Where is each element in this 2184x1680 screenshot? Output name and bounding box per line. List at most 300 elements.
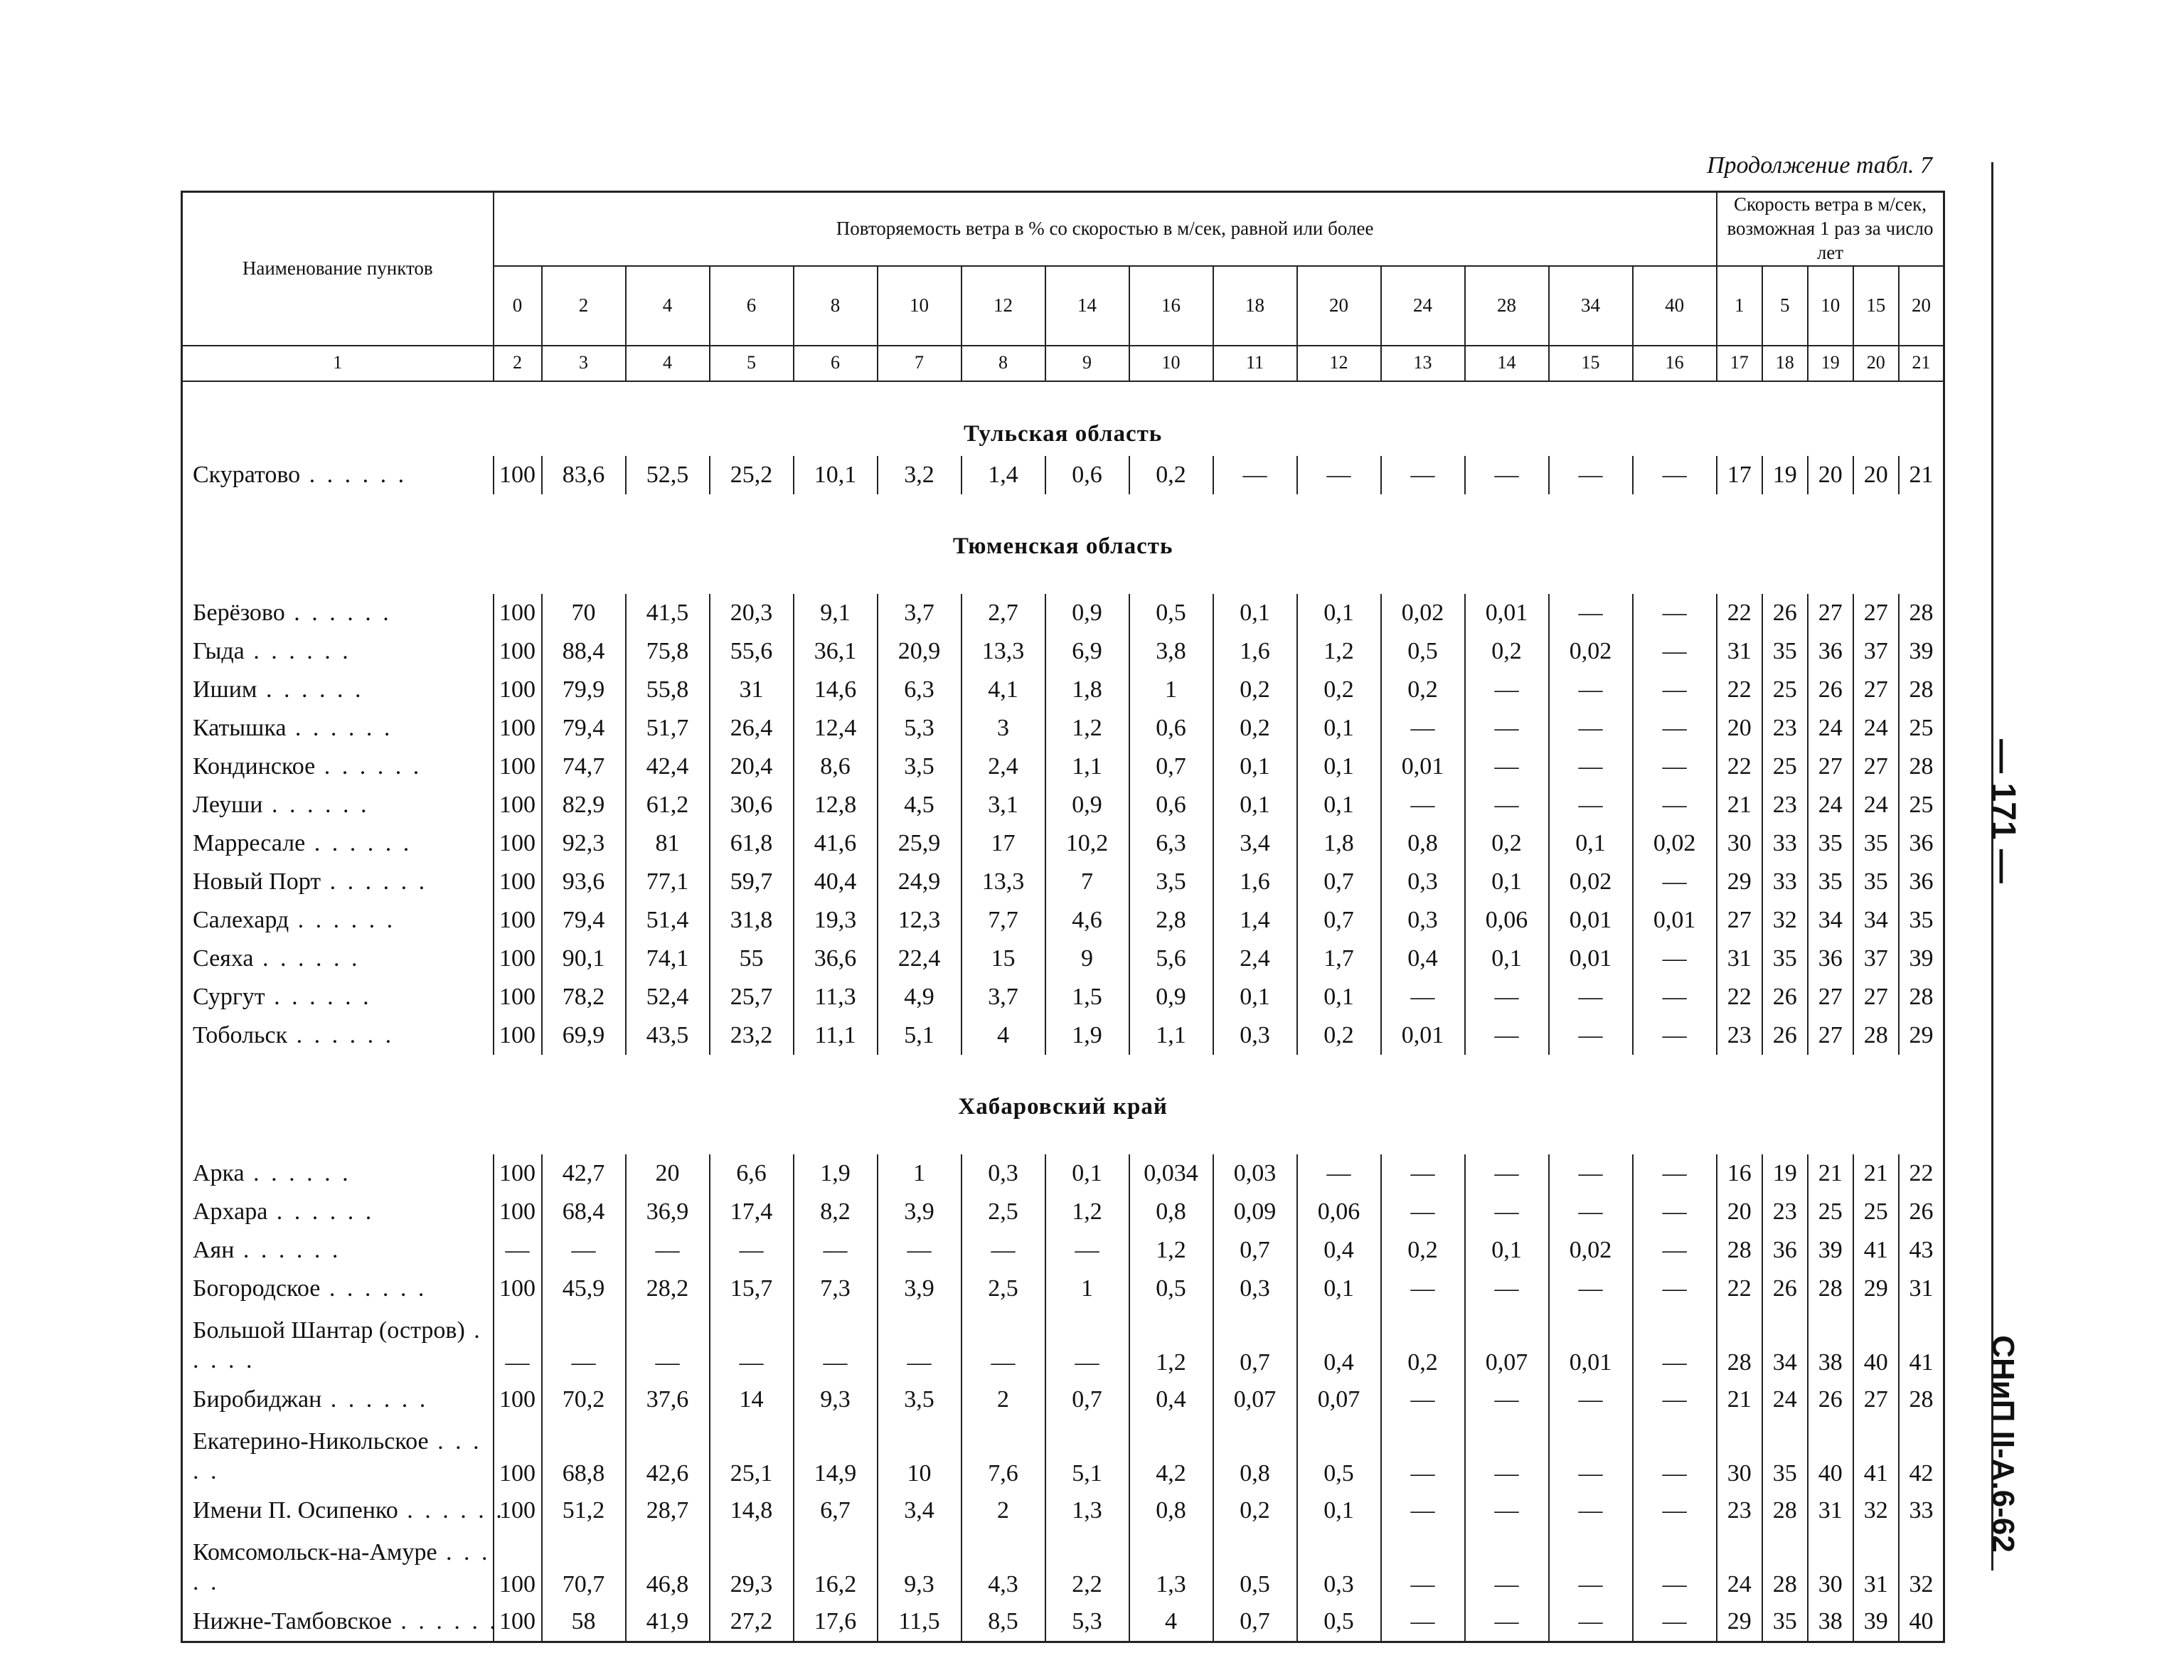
value-cell: 38	[1808, 1308, 1853, 1381]
value-cell: 16	[1717, 1154, 1762, 1193]
value-cell: 10,2	[1045, 824, 1129, 863]
station-name	[182, 1270, 494, 1308]
value-cell: 4,9	[878, 978, 962, 1016]
value-cell: 31	[1853, 1530, 1899, 1602]
station-name-text: Кондинское	[193, 753, 316, 780]
value-cell: —	[1465, 456, 1549, 494]
value-cell: 0,3	[1381, 901, 1465, 940]
value-cell: —	[1549, 594, 1633, 632]
value-cell: 100	[494, 1530, 542, 1602]
value-cell: 0,09	[1213, 1193, 1297, 1231]
value-cell: 20	[1717, 1193, 1762, 1231]
value-cell: 14,9	[794, 1419, 878, 1492]
leader-dots: . . . . . .	[244, 1159, 351, 1186]
wind-table	[181, 191, 1945, 1643]
value-cell: 20,3	[710, 594, 794, 632]
value-cell: 0,2	[1129, 456, 1213, 494]
value-cell: 37	[1853, 632, 1899, 671]
value-cell: 5,3	[1045, 1602, 1129, 1642]
value-cell: —	[710, 1308, 794, 1381]
value-cell: 100	[494, 1154, 542, 1193]
value-cell: 17,4	[710, 1193, 794, 1231]
station-name	[182, 456, 494, 494]
station-name	[182, 786, 494, 824]
value-cell: 22,4	[878, 940, 962, 978]
page-number: — 171 —	[1983, 738, 2022, 883]
header-speed-10: 20	[1297, 266, 1381, 346]
value-cell: 22	[1717, 671, 1762, 709]
value-cell: 35	[1853, 863, 1899, 901]
value-cell: 0,8	[1129, 1492, 1213, 1530]
value-cell: 79,4	[542, 709, 626, 748]
value-cell: —	[1381, 1154, 1465, 1193]
value-cell: 0,1	[1297, 978, 1381, 1016]
value-cell: 36,1	[794, 632, 878, 671]
value-cell: 20,9	[878, 632, 962, 671]
value-cell: —	[1633, 456, 1717, 494]
value-cell: 34	[1853, 901, 1899, 940]
station-name	[182, 1492, 505, 1530]
value-cell: 1,3	[1045, 1492, 1129, 1530]
value-cell: 14	[710, 1381, 794, 1419]
value-cell: 1,6	[1213, 632, 1297, 671]
value-cell: —	[1381, 1381, 1465, 1419]
value-cell: 0,034	[1129, 1154, 1213, 1193]
value-cell: 61,2	[626, 786, 710, 824]
value-cell: 36,6	[794, 940, 878, 978]
value-cell: 35	[1762, 940, 1808, 978]
value-cell: 41,9	[626, 1602, 710, 1642]
value-cell: 35	[1808, 863, 1853, 901]
value-cell: 31	[1899, 1270, 1944, 1308]
value-cell: —	[1549, 1419, 1633, 1492]
station-name	[182, 824, 494, 863]
value-cell: 25	[1762, 671, 1808, 709]
column-number-11: 11	[1213, 346, 1297, 381]
value-cell: 28	[1762, 1492, 1808, 1530]
header-speed-3: 6	[710, 266, 794, 346]
value-cell: —	[542, 1231, 626, 1270]
value-cell: 36	[1899, 863, 1944, 901]
value-cell: 17	[1717, 456, 1762, 494]
document-code: СНиП II-А.6-62	[1986, 1335, 2020, 1553]
value-cell: 100	[494, 1419, 542, 1492]
value-cell: 0,5	[1297, 1419, 1381, 1492]
value-cell: 0,1	[1297, 748, 1381, 786]
station-name	[182, 1231, 494, 1270]
value-cell: 42,7	[542, 1154, 626, 1193]
value-cell: 36	[1808, 940, 1853, 978]
value-cell: —	[1465, 1270, 1549, 1308]
value-cell: 13,3	[962, 863, 1045, 901]
header-speed-8: 16	[1129, 266, 1213, 346]
value-cell: 25,7	[710, 978, 794, 1016]
value-cell: 28	[1717, 1308, 1762, 1381]
value-cell: —	[1297, 456, 1381, 494]
value-cell: 0,1	[1297, 594, 1381, 632]
column-number-14: 14	[1465, 346, 1549, 381]
value-cell: 2	[962, 1381, 1045, 1419]
station-name-text: Берёзово	[193, 599, 285, 626]
value-cell: 20	[1853, 456, 1899, 494]
value-cell: 0,1	[1297, 1270, 1381, 1308]
column-number-16: 16	[1633, 346, 1717, 381]
column-number-12: 12	[1297, 346, 1381, 381]
value-cell: —	[1381, 456, 1465, 494]
header-speed-11: 24	[1381, 266, 1465, 346]
value-cell: 29	[1717, 863, 1762, 901]
value-cell: —	[1633, 940, 1717, 978]
value-cell: 27	[1717, 901, 1762, 940]
value-cell: 35	[1762, 632, 1808, 671]
section-title: Хабаровский край	[182, 1055, 1944, 1129]
leader-dots: . . . . . .	[321, 868, 428, 895]
section-header	[182, 381, 1944, 456]
value-cell: 0,03	[1213, 1154, 1297, 1193]
leader-dots: . . . . . .	[305, 829, 412, 856]
value-cell: 0,8	[1129, 1193, 1213, 1231]
station-name-text: Новый Порт	[193, 868, 321, 895]
value-cell: 0,7	[1297, 863, 1381, 901]
value-cell: 27	[1808, 1016, 1853, 1055]
station-name	[182, 901, 494, 940]
value-cell: —	[794, 1231, 878, 1270]
value-cell: 23	[1762, 786, 1808, 824]
value-cell: —	[1549, 1270, 1633, 1308]
value-cell: 27	[1808, 748, 1853, 786]
leader-dots: . . . . . .	[321, 1386, 429, 1413]
value-cell: 11,1	[794, 1016, 878, 1055]
value-cell: 0,07	[1465, 1308, 1549, 1381]
value-cell: 25,9	[878, 824, 962, 863]
value-cell: 37,6	[626, 1381, 710, 1419]
value-cell: 0,7	[1213, 1602, 1297, 1642]
value-cell: 15,7	[710, 1270, 794, 1308]
header-speed-1: 2	[542, 266, 626, 346]
value-cell: 35	[1899, 901, 1944, 940]
table-row	[182, 632, 1944, 671]
value-cell: 27	[1853, 978, 1899, 1016]
table-row	[182, 901, 1944, 940]
value-cell: 1,1	[1045, 748, 1129, 786]
value-cell: 78,2	[542, 978, 626, 1016]
station-name-text: Скуратово	[193, 461, 301, 488]
value-cell: 0,2	[1213, 1492, 1297, 1530]
value-cell: 30,6	[710, 786, 794, 824]
value-cell: 74,7	[542, 748, 626, 786]
value-cell: 3,9	[878, 1193, 962, 1231]
value-cell: 0,7	[1297, 901, 1381, 940]
station-name	[182, 940, 494, 978]
value-cell: 33	[1762, 863, 1808, 901]
column-number-3: 3	[542, 346, 626, 381]
value-cell: —	[1465, 786, 1549, 824]
value-cell: —	[1633, 748, 1717, 786]
value-cell: —	[1549, 1016, 1633, 1055]
header-max-speed: Скорость ветра в м/сек, возможная 1 раз за число лет	[1717, 192, 1944, 266]
value-cell: 81	[626, 824, 710, 863]
value-cell: —	[1381, 1530, 1465, 1602]
value-cell: 31	[1717, 940, 1762, 978]
value-cell: 42,4	[626, 748, 710, 786]
station-name-text: Имени П. Осипенко	[193, 1496, 398, 1524]
station-name	[182, 1419, 494, 1492]
value-cell: 0,2	[1465, 824, 1549, 863]
value-cell: 0,3	[1213, 1016, 1297, 1055]
value-cell: 7,6	[962, 1419, 1045, 1492]
value-cell: —	[710, 1231, 794, 1270]
value-cell: —	[1633, 1308, 1717, 1381]
value-cell: 51,4	[626, 901, 710, 940]
value-cell: 39	[1808, 1231, 1853, 1270]
value-cell: 0,5	[1381, 632, 1465, 671]
value-cell: 35	[1808, 824, 1853, 863]
value-cell: —	[1633, 709, 1717, 748]
value-cell: 3,8	[1129, 632, 1213, 671]
station-name-text: Арка	[193, 1159, 245, 1186]
value-cell: 3,4	[878, 1492, 962, 1530]
value-cell: —	[1549, 786, 1633, 824]
leader-dots: . . . . . .	[262, 791, 370, 818]
value-cell: —	[878, 1308, 962, 1381]
value-cell: 2,8	[1129, 901, 1213, 940]
value-cell: —	[1045, 1231, 1129, 1270]
value-cell: 32	[1762, 901, 1808, 940]
value-cell: 1,6	[1213, 863, 1297, 901]
value-cell: 27	[1853, 671, 1899, 709]
value-cell: 0,1	[1213, 748, 1297, 786]
table-row	[182, 824, 1944, 863]
value-cell: 22	[1717, 1270, 1762, 1308]
value-cell: 24	[1853, 709, 1899, 748]
station-name-text: Салехард	[193, 906, 289, 933]
value-cell: 0,9	[1129, 978, 1213, 1016]
value-cell: 19	[1762, 1154, 1808, 1193]
value-cell: 6,3	[878, 671, 962, 709]
value-cell: 100	[494, 456, 542, 494]
column-number-18: 18	[1762, 346, 1808, 381]
value-cell: 32	[1899, 1530, 1944, 1602]
header-column-numbers	[182, 346, 1944, 381]
value-cell: 37	[1853, 940, 1899, 978]
value-cell: 24	[1717, 1530, 1762, 1602]
column-number-7: 7	[878, 346, 962, 381]
value-cell: 100	[494, 1381, 542, 1419]
value-cell: 25	[1899, 786, 1944, 824]
value-cell: 0,1	[1213, 594, 1297, 632]
table-row	[182, 456, 1944, 494]
header-years-1: 5	[1762, 266, 1808, 346]
value-cell: 20	[1808, 456, 1853, 494]
value-cell: 46,8	[626, 1530, 710, 1602]
section-spacer	[182, 568, 1944, 594]
value-cell: 55,8	[626, 671, 710, 709]
value-cell: 25	[1853, 1193, 1899, 1231]
value-cell: 0,2	[1297, 671, 1381, 709]
value-cell: 93,6	[542, 863, 626, 901]
leader-dots: . . . . .	[193, 1428, 482, 1484]
value-cell: —	[1465, 1381, 1549, 1419]
station-name-text: Сургут	[193, 983, 265, 1010]
value-cell: 0,8	[1381, 824, 1465, 863]
leader-dots: . . . . . .	[253, 945, 361, 972]
value-cell: 0,01	[1465, 594, 1549, 632]
value-cell: 40	[1899, 1602, 1944, 1642]
value-cell: —	[1381, 1193, 1465, 1231]
header-speed-5: 10	[878, 266, 962, 346]
value-cell: 36	[1762, 1231, 1808, 1270]
value-cell: —	[1633, 1602, 1717, 1642]
value-cell: —	[1549, 1492, 1633, 1530]
value-cell: 3,5	[1129, 863, 1213, 901]
station-name	[182, 709, 494, 748]
value-cell: 2,2	[1045, 1530, 1129, 1602]
value-cell: 0,02	[1549, 1231, 1633, 1270]
header-speed-9: 18	[1213, 266, 1297, 346]
value-cell: 3,4	[1213, 824, 1297, 863]
column-number-21: 21	[1899, 346, 1944, 381]
value-cell: 21	[1717, 786, 1762, 824]
value-cell: 0,2	[1465, 632, 1549, 671]
leader-dots: . . . . . .	[320, 1275, 427, 1302]
value-cell: 0,1	[1213, 978, 1297, 1016]
value-cell: —	[1633, 594, 1717, 632]
table-row	[182, 1193, 1944, 1231]
value-cell: 28	[1899, 594, 1944, 632]
value-cell: 0,2	[1381, 1308, 1465, 1381]
value-cell: 0,1	[1297, 786, 1381, 824]
value-cell: 100	[494, 863, 542, 901]
table-row	[182, 1308, 1944, 1381]
value-cell: 0,1	[1465, 1231, 1549, 1270]
value-cell: —	[1549, 1154, 1633, 1193]
value-cell: 40	[1808, 1419, 1853, 1492]
value-cell: —	[1381, 1270, 1465, 1308]
value-cell: 1	[1045, 1270, 1129, 1308]
value-cell: 7	[1045, 863, 1129, 901]
value-cell: 75,8	[626, 632, 710, 671]
value-cell: —	[1465, 1193, 1549, 1231]
value-cell: 29	[1717, 1602, 1762, 1642]
section-spacer	[182, 1129, 1944, 1154]
value-cell: 55	[710, 940, 794, 978]
value-cell: 58	[542, 1602, 626, 1642]
value-cell: —	[1465, 1419, 1549, 1492]
value-cell: —	[1549, 709, 1633, 748]
value-cell: —	[1633, 1193, 1717, 1231]
value-cell: 28	[1899, 978, 1944, 1016]
value-cell: —	[1633, 1530, 1717, 1602]
value-cell: —	[1213, 456, 1297, 494]
value-cell: 29	[1899, 1016, 1944, 1055]
header-repeatability: Повторяемость ветра в % со скоростью в м/сек, равной или более	[494, 192, 1717, 266]
value-cell: —	[626, 1308, 710, 1381]
value-cell: 3,7	[878, 594, 962, 632]
leader-dots: . . . . . .	[265, 983, 372, 1010]
spacer-cell	[182, 1129, 1944, 1154]
leader-dots: . . . . . .	[286, 714, 393, 741]
value-cell: 0,9	[1045, 594, 1129, 632]
value-cell: —	[1381, 709, 1465, 748]
value-cell: 3,2	[878, 456, 962, 494]
value-cell: —	[1465, 1602, 1549, 1642]
value-cell: —	[1633, 1419, 1717, 1492]
value-cell: 29	[1853, 1270, 1899, 1308]
value-cell: 41,5	[626, 594, 710, 632]
value-cell: 100	[494, 1270, 542, 1308]
header-years-4: 20	[1899, 266, 1944, 346]
value-cell: 21	[1808, 1154, 1853, 1193]
value-cell: 1,1	[1129, 1016, 1213, 1055]
value-cell: 41	[1853, 1231, 1899, 1270]
value-cell: 0,1	[1549, 824, 1633, 863]
value-cell: —	[626, 1231, 710, 1270]
value-cell: 0,6	[1129, 709, 1213, 748]
value-cell: —	[1633, 863, 1717, 901]
header-speed-6: 12	[962, 266, 1045, 346]
value-cell: 22	[1717, 594, 1762, 632]
leader-dots: . . . . . .	[300, 461, 407, 488]
station-name	[182, 1154, 494, 1193]
table-row	[182, 1530, 1944, 1602]
value-cell: 25	[1899, 709, 1944, 748]
header-name-column: Наименование пунктов	[182, 192, 494, 346]
value-cell: —	[1465, 1154, 1549, 1193]
leader-dots: . . . . . .	[287, 1021, 395, 1048]
section-header	[182, 1055, 1944, 1129]
station-name-text: Архара	[193, 1198, 268, 1225]
value-cell: —	[962, 1308, 1045, 1381]
value-cell: 2	[962, 1492, 1045, 1530]
station-name	[182, 1530, 494, 1602]
value-cell: 4,5	[878, 786, 962, 824]
value-cell: 36	[1899, 824, 1944, 863]
value-cell: 28,7	[626, 1492, 710, 1530]
value-cell: —	[794, 1308, 878, 1381]
value-cell: 4,2	[1129, 1419, 1213, 1492]
value-cell: —	[1633, 1270, 1717, 1308]
value-cell: 90,1	[542, 940, 626, 978]
value-cell: 21	[1899, 456, 1944, 494]
value-cell: 8,6	[794, 748, 878, 786]
value-cell: 28	[1899, 1381, 1944, 1419]
leader-dots: . . . . . .	[398, 1496, 505, 1524]
value-cell: 26	[1762, 978, 1808, 1016]
value-cell: 24	[1762, 1381, 1808, 1419]
value-cell: 1,2	[1045, 709, 1129, 748]
value-cell: 0,02	[1549, 863, 1633, 901]
value-cell: 4	[962, 1016, 1045, 1055]
value-cell: 0,01	[1549, 940, 1633, 978]
value-cell: 1,4	[962, 456, 1045, 494]
station-name	[182, 594, 494, 632]
value-cell: —	[1633, 671, 1717, 709]
header-years-2: 10	[1808, 266, 1853, 346]
table-row	[182, 594, 1944, 632]
value-cell: —	[1549, 456, 1633, 494]
value-cell: —	[1465, 671, 1549, 709]
value-cell: 100	[494, 709, 542, 748]
value-cell: —	[1381, 1492, 1465, 1530]
value-cell: —	[1633, 786, 1717, 824]
value-cell: 0,2	[1213, 709, 1297, 748]
value-cell: 23,2	[710, 1016, 794, 1055]
value-cell: 6,7	[794, 1492, 878, 1530]
value-cell: 43	[1899, 1231, 1944, 1270]
value-cell: 1,2	[1045, 1193, 1129, 1231]
column-number-8: 8	[962, 346, 1045, 381]
value-cell: 25,1	[710, 1419, 794, 1492]
